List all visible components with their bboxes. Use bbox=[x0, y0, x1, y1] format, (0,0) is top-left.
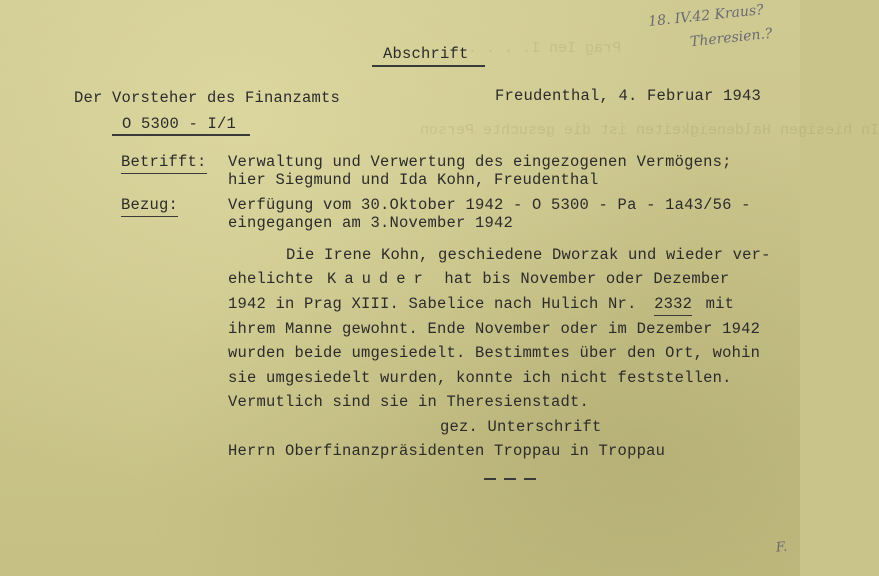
subject-label: Betrifft: bbox=[121, 155, 207, 174]
document-title: Abschrift bbox=[383, 45, 469, 63]
closing-dash bbox=[524, 478, 536, 480]
reference-number: O 5300 - I/1 bbox=[122, 115, 237, 133]
recipient: Herrn Oberfinanzpräsidenten Troppau in Troppau bbox=[228, 442, 666, 460]
reference-line: Verfügung vom 30.Oktober 1942 - O 5300 - Pa - 1a43/56 - bbox=[228, 196, 751, 214]
signature: gez. Unterschrift bbox=[440, 418, 602, 436]
body-text: ehelichte bbox=[228, 270, 314, 288]
body-text: 1942 in Prag XIII. Sabelice nach Hulich Nr. bbox=[228, 295, 637, 313]
corner-mark: F. bbox=[775, 539, 788, 556]
body-line: sie umgesiedelt wurden, konnte ich nicht feststellen. bbox=[228, 369, 732, 387]
body-line: Vermutlich sind sie in Theresienstadt. bbox=[228, 393, 590, 411]
bleed-through-text: Prag Ien I. . . . . bbox=[450, 40, 622, 57]
subject-line: hier Siegmund und Ida Kohn, Freudenthal bbox=[228, 171, 599, 189]
closing-dash bbox=[504, 478, 516, 480]
reference-line: eingegangen am 3.November 1942 bbox=[228, 214, 514, 232]
house-number: 2332 bbox=[654, 295, 692, 316]
reference-underline bbox=[112, 134, 250, 136]
body-line: ihrem Manne gewohnt. Ende November oder im Dezember 1942 bbox=[228, 320, 761, 338]
body-line: wurden beide umgesiedelt. Bestimmtes über den Ort, wohin bbox=[228, 344, 761, 362]
body-line bbox=[228, 297, 734, 313]
reference-label: Bezug: bbox=[121, 198, 178, 217]
surname-spaced: Kauder bbox=[327, 270, 431, 288]
sender: Der Vorsteher des Finanzamts bbox=[74, 89, 341, 107]
body-text: mit bbox=[705, 295, 735, 313]
title-underline bbox=[372, 65, 485, 67]
bleed-through-text: In hiesigen Haldeneigkeiten ist die gesuchte Person bbox=[420, 122, 879, 139]
body-text: hat bis November oder Dezember bbox=[444, 270, 730, 288]
body-line: Die Irene Kohn, geschiedene Dworzak und wieder ver- bbox=[286, 246, 771, 264]
subject-line: Verwaltung und Verwertung des eingezogenen Vermögens; bbox=[228, 153, 732, 171]
closing-dash bbox=[484, 478, 496, 480]
body-line bbox=[228, 272, 729, 288]
handwritten-note: 18. IV.42 Kraus? bbox=[647, 1, 765, 31]
handwritten-note: Theresien.? bbox=[689, 25, 774, 51]
place-date: Freudenthal, 4. Februar 1943 bbox=[495, 87, 762, 105]
